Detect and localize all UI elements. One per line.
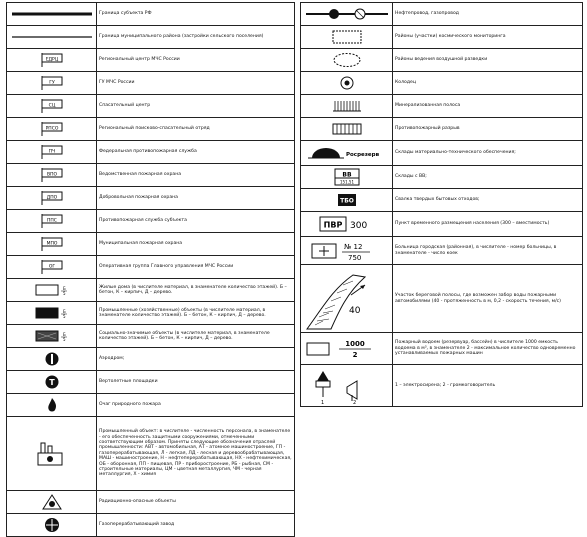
symbol-cell xyxy=(301,365,393,407)
explosives-warehouse-icon xyxy=(332,167,362,187)
reserve-warehouse-icon xyxy=(304,144,390,162)
legend-text: Колодец xyxy=(393,72,583,95)
legend-text: Федеральная противопожарная служба xyxy=(97,141,295,164)
flag-departmental-icon xyxy=(37,166,67,184)
symbol-cell xyxy=(7,3,97,26)
svg-text:Б: Б xyxy=(62,286,66,291)
flag-volunteer-icon xyxy=(37,189,67,207)
legend-row xyxy=(7,279,295,302)
evacuation-label: ПВР xyxy=(323,220,342,230)
well-icon xyxy=(337,75,357,91)
legend-text: Промышленные (хозяйственные) объекты (в числителе материал, в знаменателе количество этажей). Б – бетон, К – кирпич, Д – дерево. xyxy=(97,302,295,325)
legend-text: Склады с ВВ; xyxy=(393,166,583,189)
legend-row xyxy=(7,256,295,279)
flag-label: ДПО xyxy=(46,195,57,201)
legend-text: Региональный центр МЧС России xyxy=(97,49,295,72)
legend-row xyxy=(301,237,583,265)
legend-row xyxy=(7,371,295,394)
flag-operational-group-icon xyxy=(37,258,67,276)
residential-building-icon xyxy=(32,281,72,299)
flag-municipal-fire-icon xyxy=(37,235,67,253)
legend-text: Социально-значимые объекты (в числителе материал, в знаменателе количество этажей). Б – бетон, К – кирпич, Д – дерево. xyxy=(97,325,295,348)
reservoir-volume: 1000 xyxy=(345,339,365,348)
symbol-cell xyxy=(7,72,97,95)
hospital-number: № 12 xyxy=(343,242,362,251)
loudspeaker-label: 2 xyxy=(353,399,357,405)
legend-row xyxy=(7,26,295,49)
landfill-label: ТБО xyxy=(339,197,354,205)
pipeline-icon xyxy=(304,7,390,21)
symbol-cell xyxy=(7,348,97,371)
legend-text: Жилые дома (в числителе материал, в знаменателе количество этажей). Б – бетон, К – кирпич, Д – дерево. xyxy=(97,279,295,302)
aerial-reconnaissance-area-icon xyxy=(327,51,367,69)
flag-label: МПО xyxy=(46,241,57,247)
svg-text:T: T xyxy=(48,378,55,387)
legend-row xyxy=(301,365,583,407)
symbol-cell xyxy=(7,26,97,49)
legend-row xyxy=(7,164,295,187)
shore-length: 40 xyxy=(349,305,361,316)
legend-row xyxy=(301,265,583,333)
legend-row xyxy=(301,26,583,49)
symbol-cell xyxy=(301,95,393,118)
flag-psr-icon xyxy=(37,120,67,138)
subject-border-line-icon xyxy=(10,10,94,18)
evacuation-point-icon xyxy=(304,214,390,234)
legend-row xyxy=(7,302,295,325)
helipad-icon xyxy=(42,374,62,390)
explosives-label: ВВ xyxy=(341,171,352,179)
legend-text: Ведомственная пожарная охрана xyxy=(97,164,295,187)
legend-text: Граница субъекта РФ xyxy=(97,3,295,26)
flag-label: РПСО xyxy=(45,126,58,132)
symbol-cell xyxy=(7,394,97,417)
symbol-cell xyxy=(301,72,393,95)
symbol-cell xyxy=(301,141,393,166)
symbol-cell xyxy=(7,256,97,279)
symbol-cell xyxy=(7,371,97,394)
legend-text: Газоперерабатывающий завод xyxy=(97,514,295,537)
legend-row xyxy=(301,72,583,95)
symbol-cell xyxy=(7,95,97,118)
airfield-icon xyxy=(42,351,62,367)
symbol-cell xyxy=(7,325,97,348)
legend-text: 1 – электросирена; 2 - громкоговоритель xyxy=(393,365,583,407)
flag-label: ОГ xyxy=(48,264,55,270)
legend-text: Муниципальная пожарная охрана xyxy=(97,233,295,256)
mineralized-strip-icon xyxy=(327,98,367,114)
gas-processing-plant-icon xyxy=(41,516,63,534)
legend-row xyxy=(301,333,583,365)
legend-text: Промышленный объект: в числителе - численность персонала, в знаменателе - его обеспеченность защитными сооружениями, отмеченными соответствующим образом. Приняты следующие обозначения отраслей промышленности: АВТ - автомобильная, АТ - атомное машиностроение, ГП - газоперерабатывающая, Л - легкая, ЛД - лесная и деревообрабатывающая, МАШ - машиностроение, Н - нефтеперерабатывающая, НХ - нефтехимическая, ОБ - оборонная, ПП - пищевая, ПР - приборостроение, РБ - рыбная, СМ - строительные материалы, ЦМ - цветная металлургия, ЧМ - черная металлургия, Х - химия xyxy=(97,417,295,491)
symbol-cell xyxy=(7,491,97,514)
hospital-icon xyxy=(304,238,390,264)
legend-text: Аэродром; xyxy=(97,348,295,371)
svg-text:Б: Б xyxy=(62,309,66,314)
legend-row xyxy=(301,118,583,141)
legend-text: Граница муниципального района (застройки сельского поселения) xyxy=(97,26,295,49)
landfill-icon xyxy=(332,192,362,208)
legend-row xyxy=(301,166,583,189)
legend-row xyxy=(7,491,295,514)
legend-text: Вертолетные площадки xyxy=(97,371,295,394)
firebreak-icon xyxy=(327,121,367,137)
legend-row xyxy=(7,325,295,348)
legend-row xyxy=(7,187,295,210)
symbol-cell xyxy=(7,210,97,233)
legend-text: Противопожарная служба субъекта xyxy=(97,210,295,233)
flag-label: ПЧ xyxy=(48,149,55,155)
svg-text:5: 5 xyxy=(62,291,66,296)
legend-text: Склады материально-технического обеспечения; xyxy=(393,141,583,166)
symbol-cell xyxy=(301,189,393,212)
water-intake-shore-icon xyxy=(303,267,391,331)
evacuation-capacity: 300 xyxy=(349,221,367,231)
legend-row xyxy=(7,514,295,537)
flag-label: ВПО xyxy=(46,172,57,178)
legend-row xyxy=(301,189,583,212)
symbol-cell xyxy=(301,166,393,189)
symbol-cell xyxy=(301,265,393,333)
industrial-object-icon xyxy=(32,439,72,469)
legend-row xyxy=(7,348,295,371)
symbol-cell xyxy=(7,514,97,537)
flag-gu-icon xyxy=(37,74,67,92)
flag-rescue-center-icon xyxy=(37,97,67,115)
legend-row xyxy=(7,210,295,233)
symbol-cell xyxy=(301,237,393,265)
symbol-cell xyxy=(7,302,97,325)
legend-text: Спасательный центр xyxy=(97,95,295,118)
right-legend-table xyxy=(300,2,583,407)
svg-text:5: 5 xyxy=(62,314,66,319)
warehouse-label: Росрезерв xyxy=(345,152,379,158)
wildfire-icon xyxy=(42,396,62,414)
municipal-border-line-icon xyxy=(10,34,94,40)
symbol-cell xyxy=(301,49,393,72)
legend-text: Минерализованная полоса xyxy=(393,95,583,118)
legend-text: Больница городская (районная), в числителе - номер больницы, в знаменателе - число коек xyxy=(393,237,583,265)
symbol-cell xyxy=(7,279,97,302)
legend-row xyxy=(301,212,583,237)
legend-text: Свалка твердых бытовых отходов; xyxy=(393,189,583,212)
symbol-cell xyxy=(301,118,393,141)
symbol-cell xyxy=(7,233,97,256)
flag-label: ГУ xyxy=(48,80,55,86)
symbol-cell xyxy=(7,141,97,164)
flag-label: СЦ xyxy=(48,103,55,109)
legend-row xyxy=(7,49,295,72)
hospital-beds: 750 xyxy=(347,253,361,262)
legend-row xyxy=(7,141,295,164)
svg-text:5: 5 xyxy=(62,337,66,342)
space-monitoring-area-icon xyxy=(327,28,367,46)
siren-icon xyxy=(303,367,391,405)
legend-row xyxy=(7,95,295,118)
legend-row xyxy=(7,118,295,141)
flag-regional-center-icon xyxy=(37,51,67,69)
radiation-hazard-icon xyxy=(41,493,63,511)
symbol-cell xyxy=(301,3,393,26)
left-legend-table xyxy=(6,2,295,537)
legend-text: Радиационно-опасные объекты xyxy=(97,491,295,514)
legend-text: Нефтепровод, газопровод xyxy=(393,3,583,26)
symbol-cell xyxy=(7,49,97,72)
legend-text: ГУ МЧС России xyxy=(97,72,295,95)
siren-label: 1 xyxy=(321,399,325,405)
legend-row xyxy=(7,394,295,417)
legend-row xyxy=(301,95,583,118)
flag-label: ЕДРЦ xyxy=(45,57,58,63)
legend-row xyxy=(7,417,295,491)
flag-label: ППС xyxy=(46,218,57,224)
legend-row xyxy=(301,141,583,166)
symbol-cell xyxy=(7,164,97,187)
symbol-cell xyxy=(7,118,97,141)
legend-row xyxy=(301,49,583,72)
legend-text: Пожарный водоем (резервуар, бассейн) в числителе 1000 емкость водоема в м³, в знаменателе 2 - максимальное количество одновременно устанавливаемых пожарных машин xyxy=(393,333,583,365)
flag-fps-icon xyxy=(37,143,67,161)
svg-text:Б: Б xyxy=(62,332,66,337)
symbol-cell xyxy=(7,187,97,210)
legend-row xyxy=(7,233,295,256)
legend-row xyxy=(7,72,295,95)
legend-text: Противопожарный разрыв xyxy=(393,118,583,141)
symbol-cell xyxy=(7,417,97,491)
legend-text: Участок береговой полосы, где возможен забор воды пожарными автомобилями (40 - протяженность в м, 0,2 - скорость течения, м/с) xyxy=(393,265,583,333)
legend-row xyxy=(301,3,583,26)
legend-text: Пункт временного размещения населения (300 – вместимость) xyxy=(393,212,583,237)
fire-reservoir-icon xyxy=(303,335,391,363)
legend-text: Районы (участки) космического мониторинга xyxy=(393,26,583,49)
legend-text: Оперативная группа Главного управления МЧС России xyxy=(97,256,295,279)
legend-text: Районы ведения воздушной разведки xyxy=(393,49,583,72)
legend-text: Добровольная пожарная охрана xyxy=(97,187,295,210)
symbol-cell xyxy=(301,333,393,365)
social-building-icon xyxy=(32,327,72,345)
symbol-cell xyxy=(301,26,393,49)
explosives-sub: 151,51 xyxy=(339,179,354,185)
flag-subject-fire-icon xyxy=(37,212,67,230)
symbol-cell xyxy=(301,212,393,237)
reservoir-trucks: 2 xyxy=(352,350,358,359)
legend-text: Региональный поисково-спасательный отряд xyxy=(97,118,295,141)
legend-text: Очаг природного пожара xyxy=(97,394,295,417)
legend-row xyxy=(7,3,295,26)
industrial-building-icon xyxy=(32,304,72,322)
